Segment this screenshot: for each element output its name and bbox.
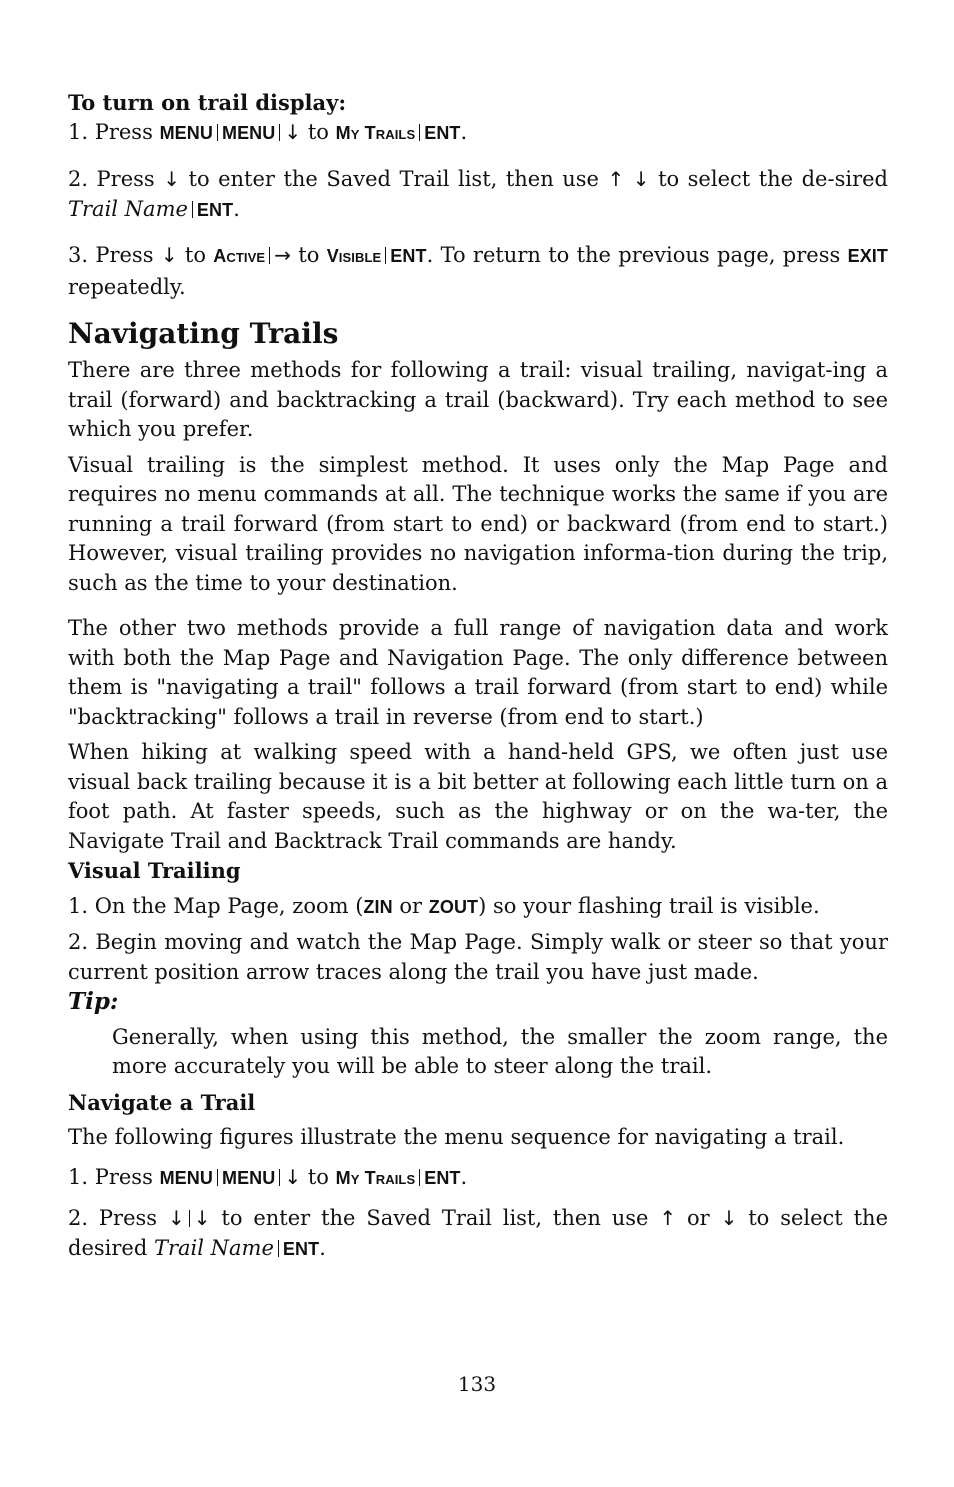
down-arrow-icon: ↓ <box>284 119 302 144</box>
intro-step-3 <box>68 241 888 302</box>
separator <box>279 1169 280 1186</box>
step-text: . To return to the previous page, press <box>426 243 841 267</box>
visible-key: VISIBLE <box>326 246 382 266</box>
down-arrow-icon: ↓ <box>193 1206 211 1230</box>
or-word: or <box>399 893 423 918</box>
ent-key: ENT <box>282 1238 320 1259</box>
ent-key: ENT <box>424 122 461 143</box>
separator <box>419 1169 420 1186</box>
my-trails-key: MY TRAILS <box>335 122 416 143</box>
separator <box>385 247 386 264</box>
page-number: 133 <box>457 1372 497 1396</box>
to-word: to <box>307 1164 329 1189</box>
step-text: ) so your flashing trail is visible. <box>478 893 820 918</box>
menu-key: MENU <box>221 1167 276 1188</box>
navigate-trail-heading: Navigate a Trail <box>68 1089 256 1115</box>
separator <box>217 124 218 141</box>
navigate-step-2: 2. Press ↓ ↓ to enter the Saved Trail list, then use ↑ or ↓ to select the desired Trail Name ENT. <box>68 1206 889 1260</box>
active-key: ACTIVE <box>213 246 266 266</box>
down-arrow-icon: ↓ <box>160 243 178 267</box>
menu-key: MENU <box>159 122 213 143</box>
menu-key: MENU <box>159 1167 213 1188</box>
section-paragraph-3: The other two methods provide a full range of navigation data and work with both the Map Page and Navigation Page. The only difference between them is "navigating a trail" follows a trail forward (from start to end) while "backtracking" follows a trail in reverse (from end to start.) <box>68 616 888 729</box>
exit-key: EXIT <box>847 246 889 266</box>
my-trails-key: MY TRAILS <box>335 1167 416 1188</box>
visual-step-1 <box>68 892 888 923</box>
page-content <box>68 88 888 1264</box>
ent-key: ENT <box>424 1167 461 1188</box>
visual-step-2: 2. Begin moving and watch the Map Page. Simply walk or steer so that your current position arrow traces along the trail you have just made. <box>68 930 888 984</box>
separator <box>279 124 280 141</box>
step-text: to enter the Saved Trail list, then use <box>221 1206 649 1230</box>
step-text: 1. On the Map Page, zoom ( <box>68 893 364 918</box>
section-title: Navigating Trails <box>68 317 339 350</box>
step-text: 2. Press <box>68 167 155 191</box>
zin-key: ZIN <box>363 896 393 917</box>
intro-step-2: 2. Press ↓ to enter the Saved Trail list, then use ↑ ↓ to select the de-sired Trail Name ENT. <box>68 167 888 221</box>
intro-step-1: 1. Press MENU MENU ↓ to MY TRAILS ENT. <box>68 119 468 144</box>
step-text: 1. Press <box>68 119 153 144</box>
navigate-paragraph: The following figures illustrate the menu sequence for navigating a trail. <box>68 1125 845 1149</box>
step-text: to enter the Saved Trail list, then use <box>188 167 599 191</box>
down-arrow-icon: ↓ <box>163 167 180 191</box>
right-arrow-icon: → <box>274 243 291 267</box>
separator <box>217 1169 218 1186</box>
tip-text: Generally, when using this method, the smaller the zoom range, the more accurately you will be able to steer along the trail. <box>112 1024 888 1078</box>
step-text: to select the desired <box>68 1206 889 1260</box>
to-word: to <box>184 243 206 267</box>
up-arrow-icon: ↑ <box>607 167 625 191</box>
visual-trailing-heading: Visual Trailing <box>68 858 241 883</box>
to-word: to <box>298 243 320 267</box>
down-arrow-icon: ↓ <box>167 1206 185 1230</box>
ent-key: ENT <box>390 246 427 266</box>
down-arrow-icon: ↓ <box>284 1164 302 1189</box>
trail-name-text: Trail Name <box>68 196 188 221</box>
down-arrow-icon: ↓ <box>632 167 650 191</box>
separator <box>189 1210 190 1227</box>
menu-key: MENU <box>221 122 276 143</box>
separator <box>278 1240 279 1257</box>
separator <box>269 247 270 264</box>
section-paragraph-1: There are three methods for following a trail: visual trailing, navigat-ing a trail (forward) and backtracking a trail (backward). Try each method to see which you prefer. <box>68 358 888 441</box>
section-paragraph-2: Visual trailing is the simplest method. It uses only the Map Page and requires no menu commands at all. The technique works the same if you are running a trail forward (from start to end) or backward (from end to start.) However, visual trailing provides no navigation informa-tion during the trip, such as the time to your destination. <box>68 452 888 595</box>
up-arrow-icon: ↑ <box>659 1206 677 1230</box>
tip-label: Tip: <box>68 988 119 1015</box>
section-paragraph-4: When hiking at walking speed with a hand-held GPS, we often just use visual back trailing because it is a bit better at following each little turn on a foot path. At faster speeds, such as the highway or on the wa-ter, the Navigate Trail and Backtrack Trail commands are handy. <box>68 740 888 853</box>
step-text: 1. Press <box>68 1164 153 1189</box>
intro-heading: To turn on trail display: <box>68 90 347 115</box>
separator <box>419 124 420 141</box>
ent-key: ENT <box>196 199 234 220</box>
step-text: 3. Press <box>68 243 154 267</box>
navigate-step-1: 1. Press MENU MENU ↓ to MY TRAILS ENT. <box>68 1164 468 1189</box>
separator <box>192 201 193 218</box>
step-text: repeatedly. <box>68 274 186 299</box>
zout-key: ZOUT <box>428 896 479 917</box>
step-text: to select the de-sired <box>658 167 888 191</box>
step-text: 2. Press <box>68 1206 158 1230</box>
to-word: to <box>307 119 329 144</box>
or-word: or <box>687 1206 710 1230</box>
down-arrow-icon: ↓ <box>720 1206 738 1230</box>
trail-name-text: Trail Name <box>153 1235 274 1260</box>
